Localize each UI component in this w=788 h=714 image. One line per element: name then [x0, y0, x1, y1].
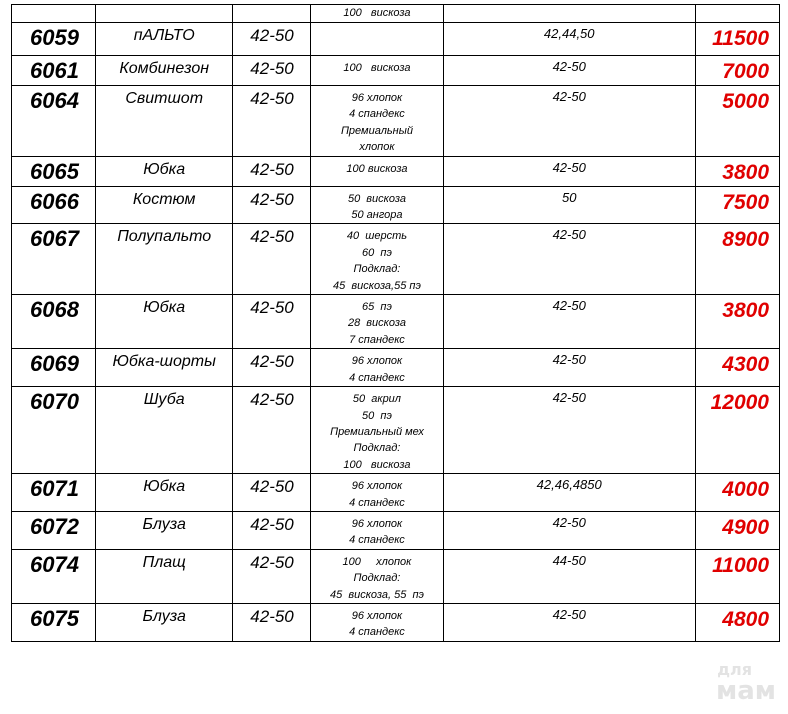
- composition-line: Подклад:: [353, 442, 401, 455]
- composition-cell: [311, 474, 443, 512]
- table-row: [12, 603, 780, 641]
- product-code: 6064: [12, 86, 96, 157]
- size-range: 42-50: [233, 156, 311, 186]
- product-name: Комбинезон: [96, 56, 233, 86]
- composition-line: 50 ангора: [351, 209, 403, 222]
- composition-line: 96 хлопок: [351, 517, 403, 530]
- composition-line: 28 вискоза: [347, 317, 406, 330]
- name-cell: [96, 5, 233, 23]
- product-name: пАЛЬТО: [96, 23, 233, 56]
- available-sizes: 42-50: [443, 387, 695, 474]
- price-value: 4800: [695, 603, 779, 641]
- available-sizes: 42-50: [443, 56, 695, 86]
- size-range: 42-50: [233, 56, 311, 86]
- price-value: 11000: [695, 549, 779, 603]
- table-row: [12, 474, 780, 512]
- product-code: 6074: [12, 549, 96, 603]
- composition-cell: [311, 295, 443, 349]
- composition-cell: [311, 56, 443, 86]
- product-name: Свитшот: [96, 86, 233, 157]
- price-value: 4300: [695, 349, 779, 387]
- composition-line: 100 вискоза: [343, 62, 411, 74]
- table-row: [12, 349, 780, 387]
- product-code: 6065: [12, 156, 96, 186]
- composition-line: 4 спандекс: [349, 626, 405, 639]
- size-range: 42-50: [233, 511, 311, 549]
- composition-line: 4 спандекс: [349, 371, 405, 384]
- composition-cell: [311, 349, 443, 387]
- product-name: Блуза: [96, 511, 233, 549]
- composition-line: 100 вискоза: [343, 7, 411, 19]
- composition-cell: [311, 549, 443, 603]
- size-range: 42-50: [233, 349, 311, 387]
- size-range: 42-50: [233, 603, 311, 641]
- product-code: 6072: [12, 511, 96, 549]
- size-range: 42-50: [233, 186, 311, 224]
- composition-line: хлопок: [359, 141, 395, 154]
- price-cell: [695, 5, 779, 23]
- composition-cell: [311, 511, 443, 549]
- size-range: 42-50: [233, 549, 311, 603]
- table-row: [12, 387, 780, 474]
- price-value: 12000: [695, 387, 779, 474]
- composition-line: 100 хлопок: [342, 555, 412, 568]
- composition-cell: [311, 86, 443, 157]
- table-row-top: [12, 5, 780, 23]
- product-code: 6059: [12, 23, 96, 56]
- table-row: [12, 224, 780, 295]
- size-range: 42-50: [233, 23, 311, 56]
- table-row: [12, 295, 780, 349]
- product-code: 6075: [12, 603, 96, 641]
- available-sizes: 42,44,50: [443, 23, 695, 56]
- table-row: [12, 156, 780, 186]
- composition-line: 7 спандекс: [349, 333, 405, 346]
- price-value: 3800: [695, 295, 779, 349]
- composition-line: Премиальный: [340, 124, 413, 137]
- composition-cell: [311, 156, 443, 186]
- composition-cell: [311, 387, 443, 474]
- price-value: 11500: [695, 23, 779, 56]
- size-range: 42-50: [233, 474, 311, 512]
- product-code: 6068: [12, 295, 96, 349]
- composition-cell: [311, 224, 443, 295]
- table-row: [12, 86, 780, 157]
- size-range: 42-50: [233, 295, 311, 349]
- product-name: Костюм: [96, 186, 233, 224]
- watermark-line-2: мам: [715, 676, 776, 706]
- product-code: 6069: [12, 349, 96, 387]
- price-value: 5000: [695, 86, 779, 157]
- table-row: [12, 186, 780, 224]
- available-sizes: 42-50: [443, 295, 695, 349]
- product-name: Шуба: [96, 387, 233, 474]
- price-value: 3800: [695, 156, 779, 186]
- composition-line: 96 хлопок: [351, 92, 403, 104]
- composition-line: 96 хлопок: [351, 480, 403, 493]
- composition-line: 100 вискоза: [346, 162, 408, 175]
- size-range: 42-50: [233, 224, 311, 295]
- composition-line: 65 пэ: [362, 301, 392, 314]
- price-value: 7000: [695, 56, 779, 86]
- size-range: 42-50: [233, 387, 311, 474]
- size-cell: [233, 5, 311, 23]
- price-table: [11, 4, 780, 642]
- composition-line: 4 спандекс: [349, 496, 405, 509]
- product-name: Полупальто: [96, 224, 233, 295]
- composition-line: Подклад:: [353, 572, 401, 585]
- table-row: [12, 549, 780, 603]
- product-name: Блуза: [96, 603, 233, 641]
- composition-line: 50 пэ: [362, 409, 392, 422]
- available-sizes: 42,46,4850: [443, 474, 695, 512]
- table-row: [12, 56, 780, 86]
- composition-line: 96 хлопок: [351, 355, 403, 368]
- available-sizes: 42-50: [443, 603, 695, 641]
- product-code: 6071: [12, 474, 96, 512]
- composition-line: 50 вискоза: [347, 192, 406, 205]
- product-code: 6061: [12, 56, 96, 86]
- composition-line: Подклад:: [353, 263, 401, 276]
- composition-line: 40 шерсть: [346, 230, 408, 243]
- product-code: 6067: [12, 224, 96, 295]
- product-name: Юбка-шорты: [96, 349, 233, 387]
- product-name: Юбка: [96, 474, 233, 512]
- available-sizes: 42-50: [443, 224, 695, 295]
- size-range: 42-50: [233, 86, 311, 157]
- available-sizes: 42-50: [443, 86, 695, 157]
- composition-line: 45 вискоза,55 пэ: [333, 279, 421, 292]
- composition-line: 4 спандекс: [349, 108, 405, 121]
- composition-cell: [311, 603, 443, 641]
- composition-cell: [311, 186, 443, 224]
- composition-line: 45 вискоза, 55 пэ: [329, 588, 424, 601]
- composition-line: 100 вискоза: [343, 458, 411, 471]
- composition-line: 60 пэ: [362, 246, 392, 259]
- available-sizes: 42-50: [443, 511, 695, 549]
- composition-cell: [311, 5, 443, 23]
- composition-line: 96 хлопок: [351, 609, 403, 622]
- available-sizes: 44-50: [443, 549, 695, 603]
- table-row: [12, 511, 780, 549]
- watermark-line-1: для: [717, 660, 752, 679]
- available-sizes-cell: [443, 5, 695, 23]
- available-sizes: 42-50: [443, 349, 695, 387]
- product-name: Юбка: [96, 156, 233, 186]
- product-name: Плащ: [96, 549, 233, 603]
- available-sizes: 42-50: [443, 156, 695, 186]
- product-name: Юбка: [96, 295, 233, 349]
- product-code: 6066: [12, 186, 96, 224]
- composition-line: Премиальный мех: [330, 425, 424, 438]
- price-value: 8900: [695, 224, 779, 295]
- price-value: 7500: [695, 186, 779, 224]
- code-cell: [12, 5, 96, 23]
- price-value: 4900: [695, 511, 779, 549]
- watermark-logo: [716, 662, 776, 704]
- table-row: [12, 23, 780, 56]
- product-code: 6070: [12, 387, 96, 474]
- composition-cell: [311, 23, 443, 56]
- composition-line: 50 акрил: [352, 393, 402, 406]
- price-value: 4000: [695, 474, 779, 512]
- available-sizes: 50: [443, 186, 695, 224]
- composition-line: 4 спандекс: [349, 534, 405, 547]
